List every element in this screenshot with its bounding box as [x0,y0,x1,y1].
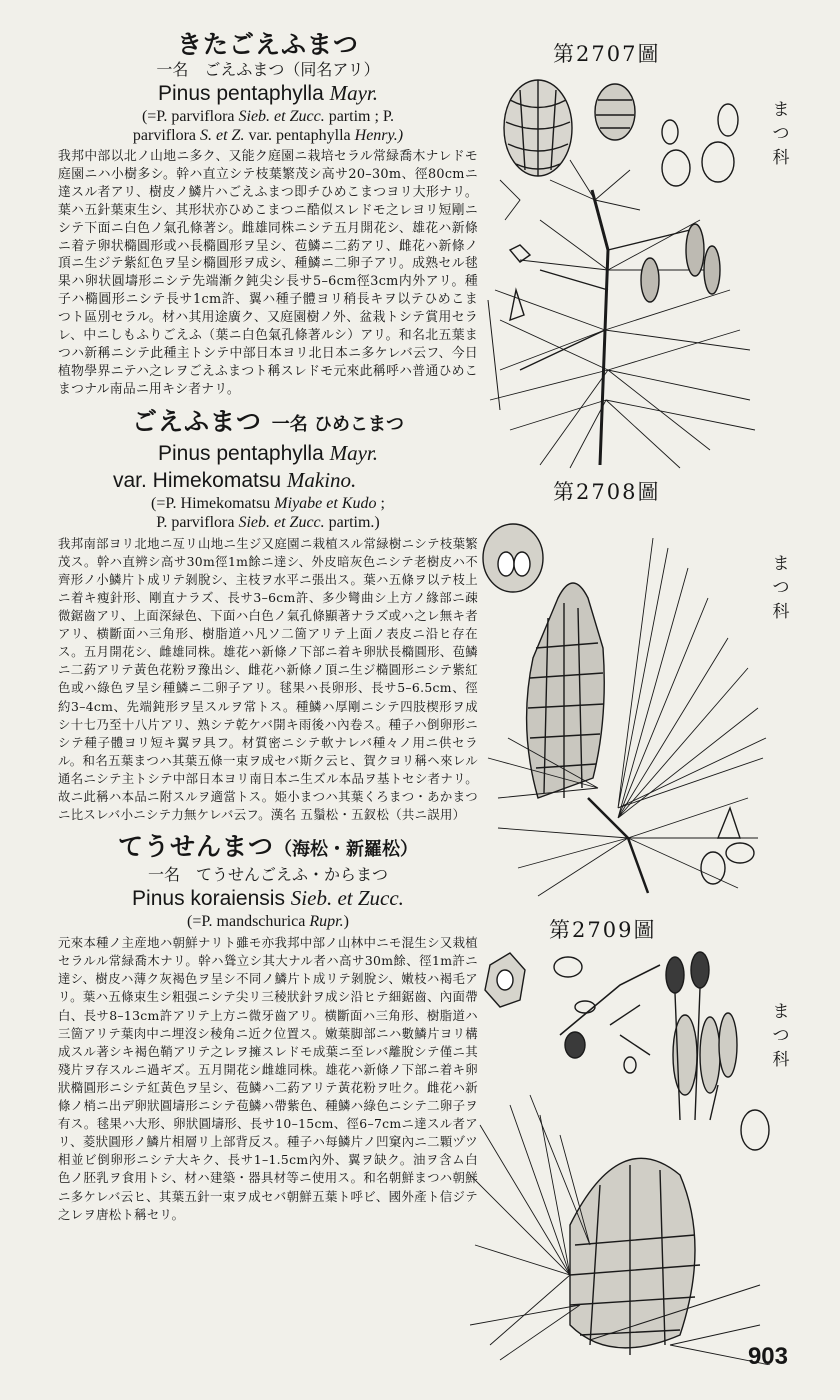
family-label: まつ科 [772,1002,790,1070]
variety-name: var. Himekomatsu Makino. [113,467,357,492]
synonym-line: P. parviflora Sieb. et Zucc. partim.) [156,513,380,531]
entry-description: 我邦中部以北ノ山地ニ多ク、又能ク庭園ニ栽培セラル常緑喬木ナレドモ庭園ニハ小樹多シ。幹ハ直立シテ枝葉繁茂シ高サ20–30m、徑80cmニ達スル者アリ、樹皮ノ鱗片ハごえふまつ即チひめこまつヨリ大形ナリ。葉ハ五針葉束生シ、其形状亦ひめこまつニ酷似スレドモ之レヨリ短剛ニシテ下面ニ白色ノ氣孔條著シ。雌雄同株ニシテ五月開花シ、雄花ハ新條ニ着テ卵状橢圓形或ハ長橢圓形ヲ呈シ、苞鱗ニ二葯アリ、雌花ハ新條ノ頂ニ生ジテ紫紅色ヲ呈シ橢圓形ヲ成シ、種鱗ニ二卵子アリ。成熟セル毬果ハ卵状圓壔形ニシテ先端漸ク鈍尖シ長サ5–6cm徑3cm内外アリ。種子ハ橢圓形ニシテ長サ1cm許、翼ハ種子體ヨリ稍長キヲ以テひめこまつト區別セラル。材ハ其用途廣ク、又庭園樹ノ外、盆栽トシテ賞用セラレ、中ニしもふりごえふ（葉ニ白色氣孔條著ルシ）アリ。和名北五葉まつハ新稱ニシテ此種主トシテ中部日本ヨリ北日本ニ多ケレバ云フ、今日植物學界ニテハ之レヲごえふまつト稱スレドモ元來此稱呼ハ普通ひめこまつナル南品ニ用キシ者ナリ。 [58,149,478,397]
scientific-name: Pinus pentaphylla Mayr. [157,440,379,465]
pine-illustration-kitagoefumatsu [480,70,760,470]
figure-number: 第2708圖 [553,480,661,504]
text-column [58,30,478,1224]
synonym-line: (=P. mandschurica Rupr.) [187,913,349,931]
figure-number: 第2707圖 [553,42,661,66]
synonym-line: (=P. parviflora Sieb. et Zucc. partim ; P. [141,108,395,125]
entry-kanji-names: （海松・新羅松） [274,839,418,861]
family-label: まつ科 [772,100,790,168]
entry-title: ごえふまつ 一名 ひめこまつ [131,406,404,436]
page-number: 903 [747,1343,788,1370]
entry-title: てうせんまつ（海松・新羅松） [117,832,418,862]
entry-chosenmatsu [58,832,478,1224]
pine-illustration-chosenmatsu [470,945,770,1365]
scientific-name: Pinus koraiensis Sieb. et Zucc. [132,886,404,911]
entry-alias: 一名 ごえふまつ（同名アリ） [156,60,380,79]
entry-alias: 一名 てうせんごえふ・からまつ [147,865,388,885]
entry-description: 元來本種ノ主産地ハ朝鮮ナリト雖モ亦我邦中部ノ山林中ニモ混生シ又栽植セラルル常緑喬木ナリ。幹ハ聳立シ其大ナル者ハ高サ30m餘、徑1m許ニ達シ、樹皮ハ薄ク灰褐色ヲ呈シ不同ノ鱗片ト成リテ剝脫シ、嫩枝ハ褐毛アリ。葉ハ五條束生シ粗强ニシテ尖リ三稜狀針ヲ成シ沿ヒテ細鋸齒、內面帶白、長サ8–13cm許アリテ上方ニ微牙齒アリ。横斷面ハ三角形、樹脂道ハ三箇アリテ葉肉中ニ埋沒シ稜角ニ近ク位置ス。嫩葉脚部ニハ數鱗片ヨリ構成スル著シキ褐色鞘アリテ之レヲ擁スレドモ成葉ニ至レバ離脫シテ僅ニ其殘片ヲ存スルニ過ギズ。五月開花シ雌雄同株。雄花ハ新條ノ下部ニ着キ卵狀橢圓形ニシテ紅黃色ヲ呈シ、苞鱗ハ二葯アリテ黃花粉ヲ吐ク。雌花ハ新條ノ梢ニ出デ卵狀圓壔形ニシテ苞鱗ハ帶紫色、種鱗ハ綠色ニシテ二卵子ヲ有ス。毬果ハ大形、卵狀圓壔形、長サ10–15cm、徑6–7cmニ達スル者アリ、菱狀圓形ノ鱗片相層リ上部背反ス。種子ハ每鱗片ノ凹窠內ニ二顆ヅツ相並ビ倒卵形ニシテ大キク、長サ1–1.5cm內外、翼ヲ缺ク。油ヲ含ム白色ノ胚乳ヲ食用トシ、材ハ建築・器具材等ニ使用ス。和名朝鮮まつハ朝鮮ニ多ケレバ云ヒ、其葉五針一束ヲ成セバ朝鮮五葉ト呼ビ、國外產ト信ジテ之レヲ唐松ト稱セリ。 [58,935,478,1222]
pine-branch-drawing [480,70,760,470]
synonym-line: (=P. Himekomatsu Miyabe et Kudo ; [151,494,385,512]
figure-number: 第2709圖 [549,918,657,942]
family-label: まつ科 [772,554,790,622]
pine-illustration-goefumatsu [478,508,768,898]
pine-branch-drawing [478,508,768,898]
synonym-line: parviflora S. et Z. var. pentaphylla Henry.) [132,127,404,144]
entry-kitagoefumatsu [58,30,478,399]
entry-title: きたごえふまつ [176,30,359,59]
scientific-name: Pinus pentaphylla Mayr. [157,81,379,105]
pine-branch-drawing [470,945,770,1365]
entry-goefumatsu [58,407,478,825]
entry-description: 我邦南部ヨリ北地ニ亙リ山地ニ生ジ又庭園ニ栽植スル常緑樹ニシテ枝葉繁茂ス。幹ハ直辨シ高サ30m徑1m餘ニ達シ、外皮暗灰色ニシテ老樹皮ハ不齊形ノ小鱗片ト成リテ剝脫シ、主枝ヲ水平ニ張出ス。葉ハ五條ヲ以テ枝上ニ着キ瘦針形、剛直ナラズ、長サ3–6cm許、多少彎曲シ上方ノ緣部ニ疎微鋸齒アリ、上面深緑色、下面ハ白色ノ氣孔條顯著ナラズ或ハ之レ無キ者アリ、横斷面ハ三角形、樹脂道ハ凡ソ二箇アリテ上面ノ表皮ニ沿ヒ存在ス。五月開花シ、雌雄同株。雄花ハ新條ノ下部ニ着キ卵狀長橢圓形、苞鱗ニ二葯アリテ黃色花粉ヲ豫出シ、雌花ハ新條ノ頂ニ生ジ橢圓形ニシテ紫紅色或ハ綠色ヲ呈シ種鱗ニ二卵子アリ。毬果ハ長卵形、長サ5–6.5cm、徑約3–4cm、先端鈍形ヲ呈スルヲ常トス。種鱗ハ厚剛ニシテ四肢楔形ヲ成シ十七乃至十八片アリ、熟シテ乾ケバ開キ雨後ハ內卷ス。種子ハ倒卵形ニシテ種子體ヨリ短キ翼ヲ具フ。材質密ニシテ軟ナレバ種々ノ用ニ供セラル。和名五葉まつハ其葉五條一束ヲ成セバ斯ク云ヒ、賀クヨリ稱ヘ來レル通名ニシテ主トシテ中部日本ヨリ南日本ニ生ズル本品ヲ基トセシ者ナリ。故ニ此稱ハ本品ニ附スルヲ適當トス。姫小まつハ其葉くろまつ・あかまつニ比スレバ小ニシテ力無ケレバ云フ。漢名 五鬚松・五釵松（共ニ誤用） [58,535,478,823]
entry-alias: 一名 ひめこまつ [271,413,404,435]
